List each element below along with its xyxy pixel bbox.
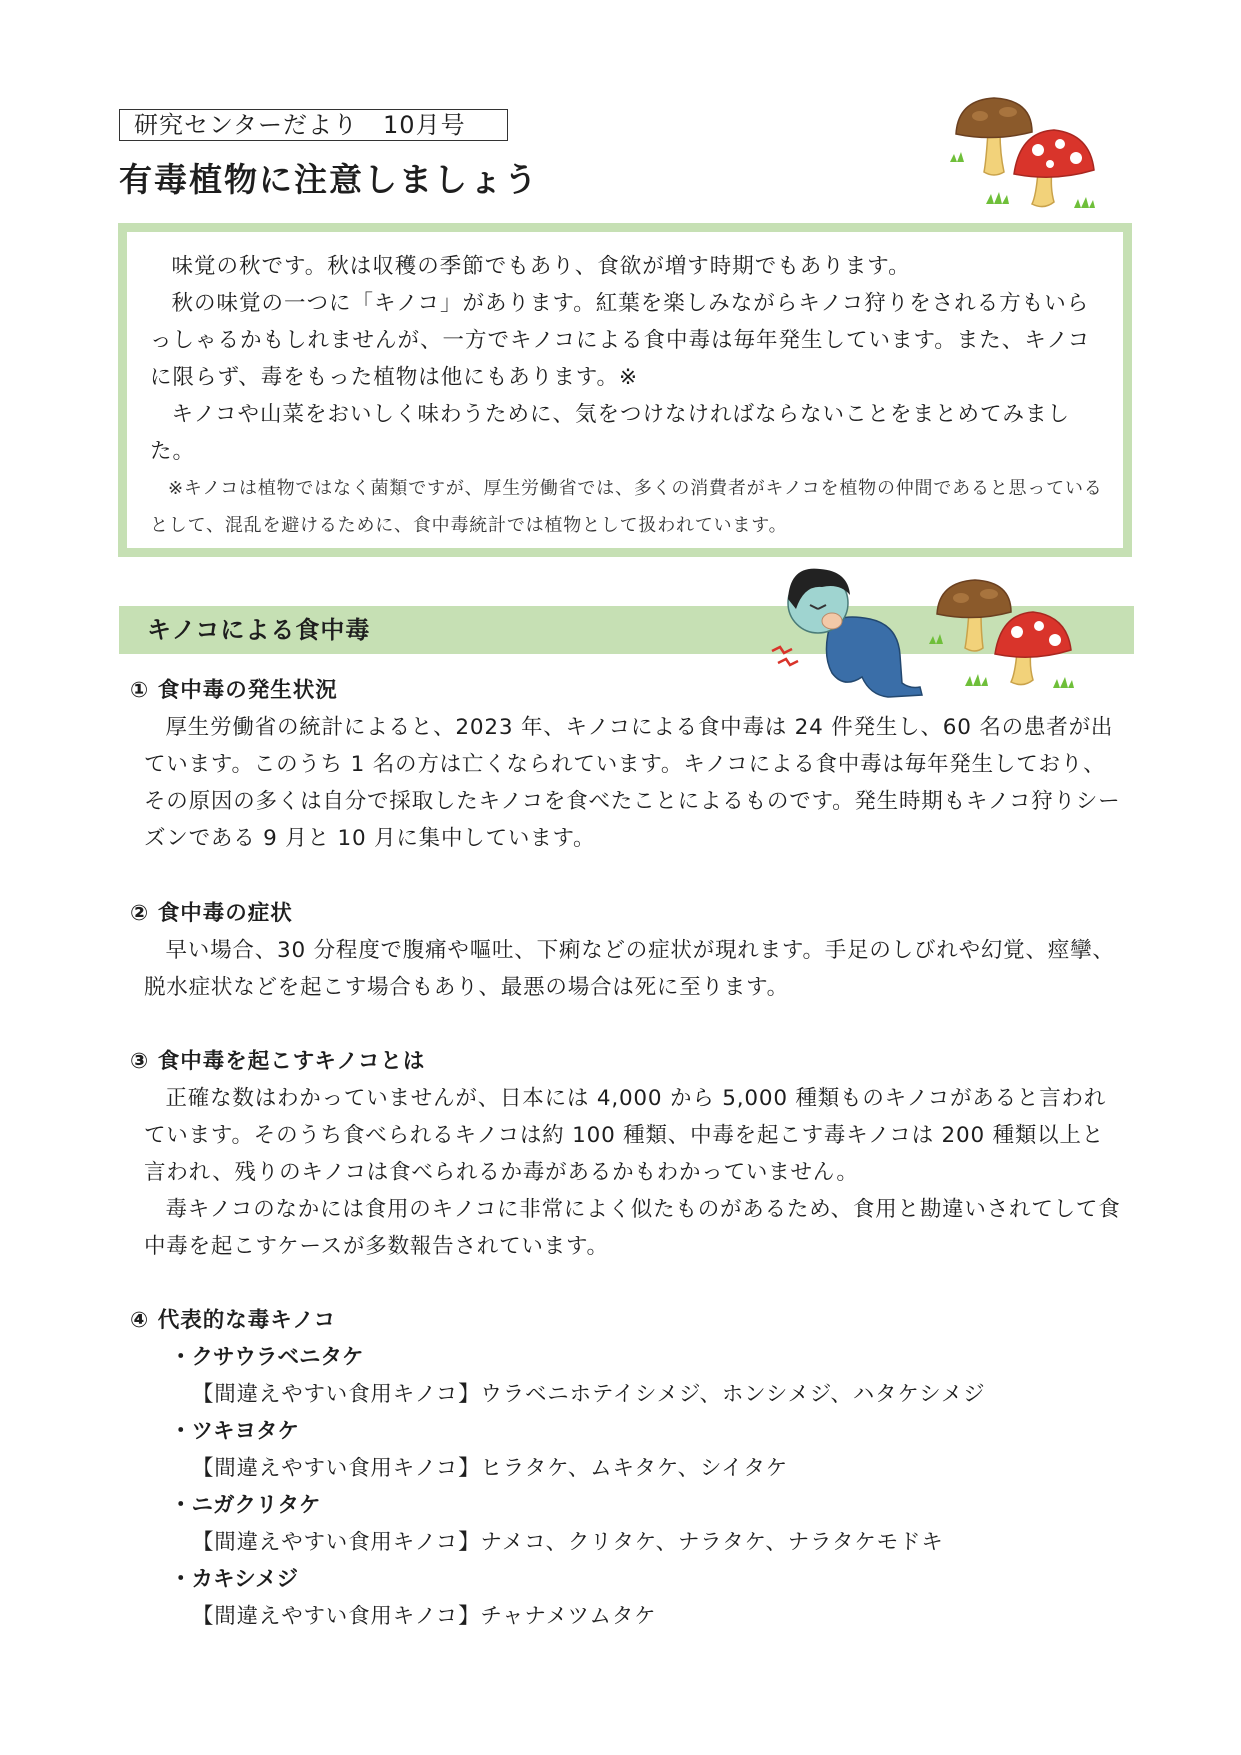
intro-paragraph: キノコや山菜をおいしく味わうために、気をつけなければならないことをまとめてみました。 <box>150 402 1070 464</box>
similar-mushrooms: 【間違えやすい食用キノコ】ウラベニホテイシメジ、ホンシメジ、ハタケシメジ <box>192 1382 986 1407</box>
subsection-symptoms <box>130 895 1126 1006</box>
subsection-heading: ② 食中毒の症状 <box>130 901 293 926</box>
section-title: キノコによる食中毒 <box>147 616 371 644</box>
mushroom-name: ・カキシメジ <box>170 1567 299 1592</box>
subsection-body: 正確な数はわかっていませんが、日本には 4,000 から 5,000 種類ものキノコがあると言われています。そのうち食べられるキノコは約 100 種類、中毒を起こす毒キノコは 200 種類以上と言われ、残りのキノコは食べられるか毒があるかもわかっていません。 <box>144 1086 1107 1185</box>
subsection-body: 毒キノコのなかには食用のキノコに非常によく似たものがあるため、食用と勘違いされてして食中毒を起こすケースが多数報告されています。 <box>144 1197 1121 1259</box>
subsection-outbreak <box>130 672 1126 857</box>
intro-note: ※キノコは植物ではなく菌類ですが、厚生労働省では、多くの消費者がキノコを植物の仲間であると思っているとして、混乱を避けるために、食中毒統計では植物として扱われています。 <box>150 478 1103 536</box>
intro-paragraph: 秋の味覚の一つに「キノコ」があります。紅葉を楽しみながらキノコ狩りをされる方もいらっしゃるかもしれませんが、一方でキノコによる食中毒は毎年発生しています。また、キノコに限らず、毒をもった植物は他にもあります。※ <box>150 291 1091 390</box>
subsection-representative <box>130 1302 1126 1635</box>
newsletter-issue: 研究センターだより 10月号 <box>119 109 508 141</box>
mushroom-name: ・ニガクリタケ <box>170 1493 321 1518</box>
intro-box <box>118 223 1132 557</box>
mushroom-name: ・クサウラベニタケ <box>170 1345 364 1370</box>
similar-mushrooms: 【間違えやすい食用キノコ】ナメコ、クリタケ、ナラタケ、ナラタケモドキ <box>192 1530 944 1555</box>
mushroom-icon <box>950 92 1110 212</box>
page-title: 有毒植物に注意しましょう <box>119 160 539 199</box>
similar-mushrooms: 【間違えやすい食用キノコ】チャナメツムタケ <box>192 1604 657 1629</box>
subsection-heading: ① 食中毒の発生状況 <box>130 678 338 703</box>
similar-mushrooms: 【間違えやすい食用キノコ】ヒラタケ、ムキタケ、シイタケ <box>192 1456 789 1481</box>
subsection-body: 早い場合、30 分程度で腹痛や嘔吐、下痢などの症状が現れます。手足のしびれや幻覚、痙攣、脱水症状などを起こす場合もあり、最悪の場合は死に至ります。 <box>144 938 1115 1000</box>
subsection-poison-mushrooms <box>130 1043 1126 1265</box>
subsection-heading: ④ 代表的な毒キノコ <box>130 1308 337 1333</box>
subsection-body: 厚生労働省の統計によると、2023 年、キノコによる食中毒は 24 件発生し、60 名の患者が出ています。このうち 1 名の方は亡くなられています。キノコによる食中毒は毎年発生しており、その原因の多くは自分で採取したキノコを食べたことによるものです。発生時期もキノコ狩りシーズンである 9 月と 10 月に集中しています。 <box>144 715 1121 851</box>
mushroom-name: ・ツキヨタケ <box>170 1419 300 1444</box>
subsection-heading: ③ 食中毒を起こすキノコとは <box>130 1049 426 1074</box>
intro-paragraph: 味覚の秋です。秋は収穫の季節でもあり、食欲が増す時期でもあります。 <box>171 254 911 279</box>
